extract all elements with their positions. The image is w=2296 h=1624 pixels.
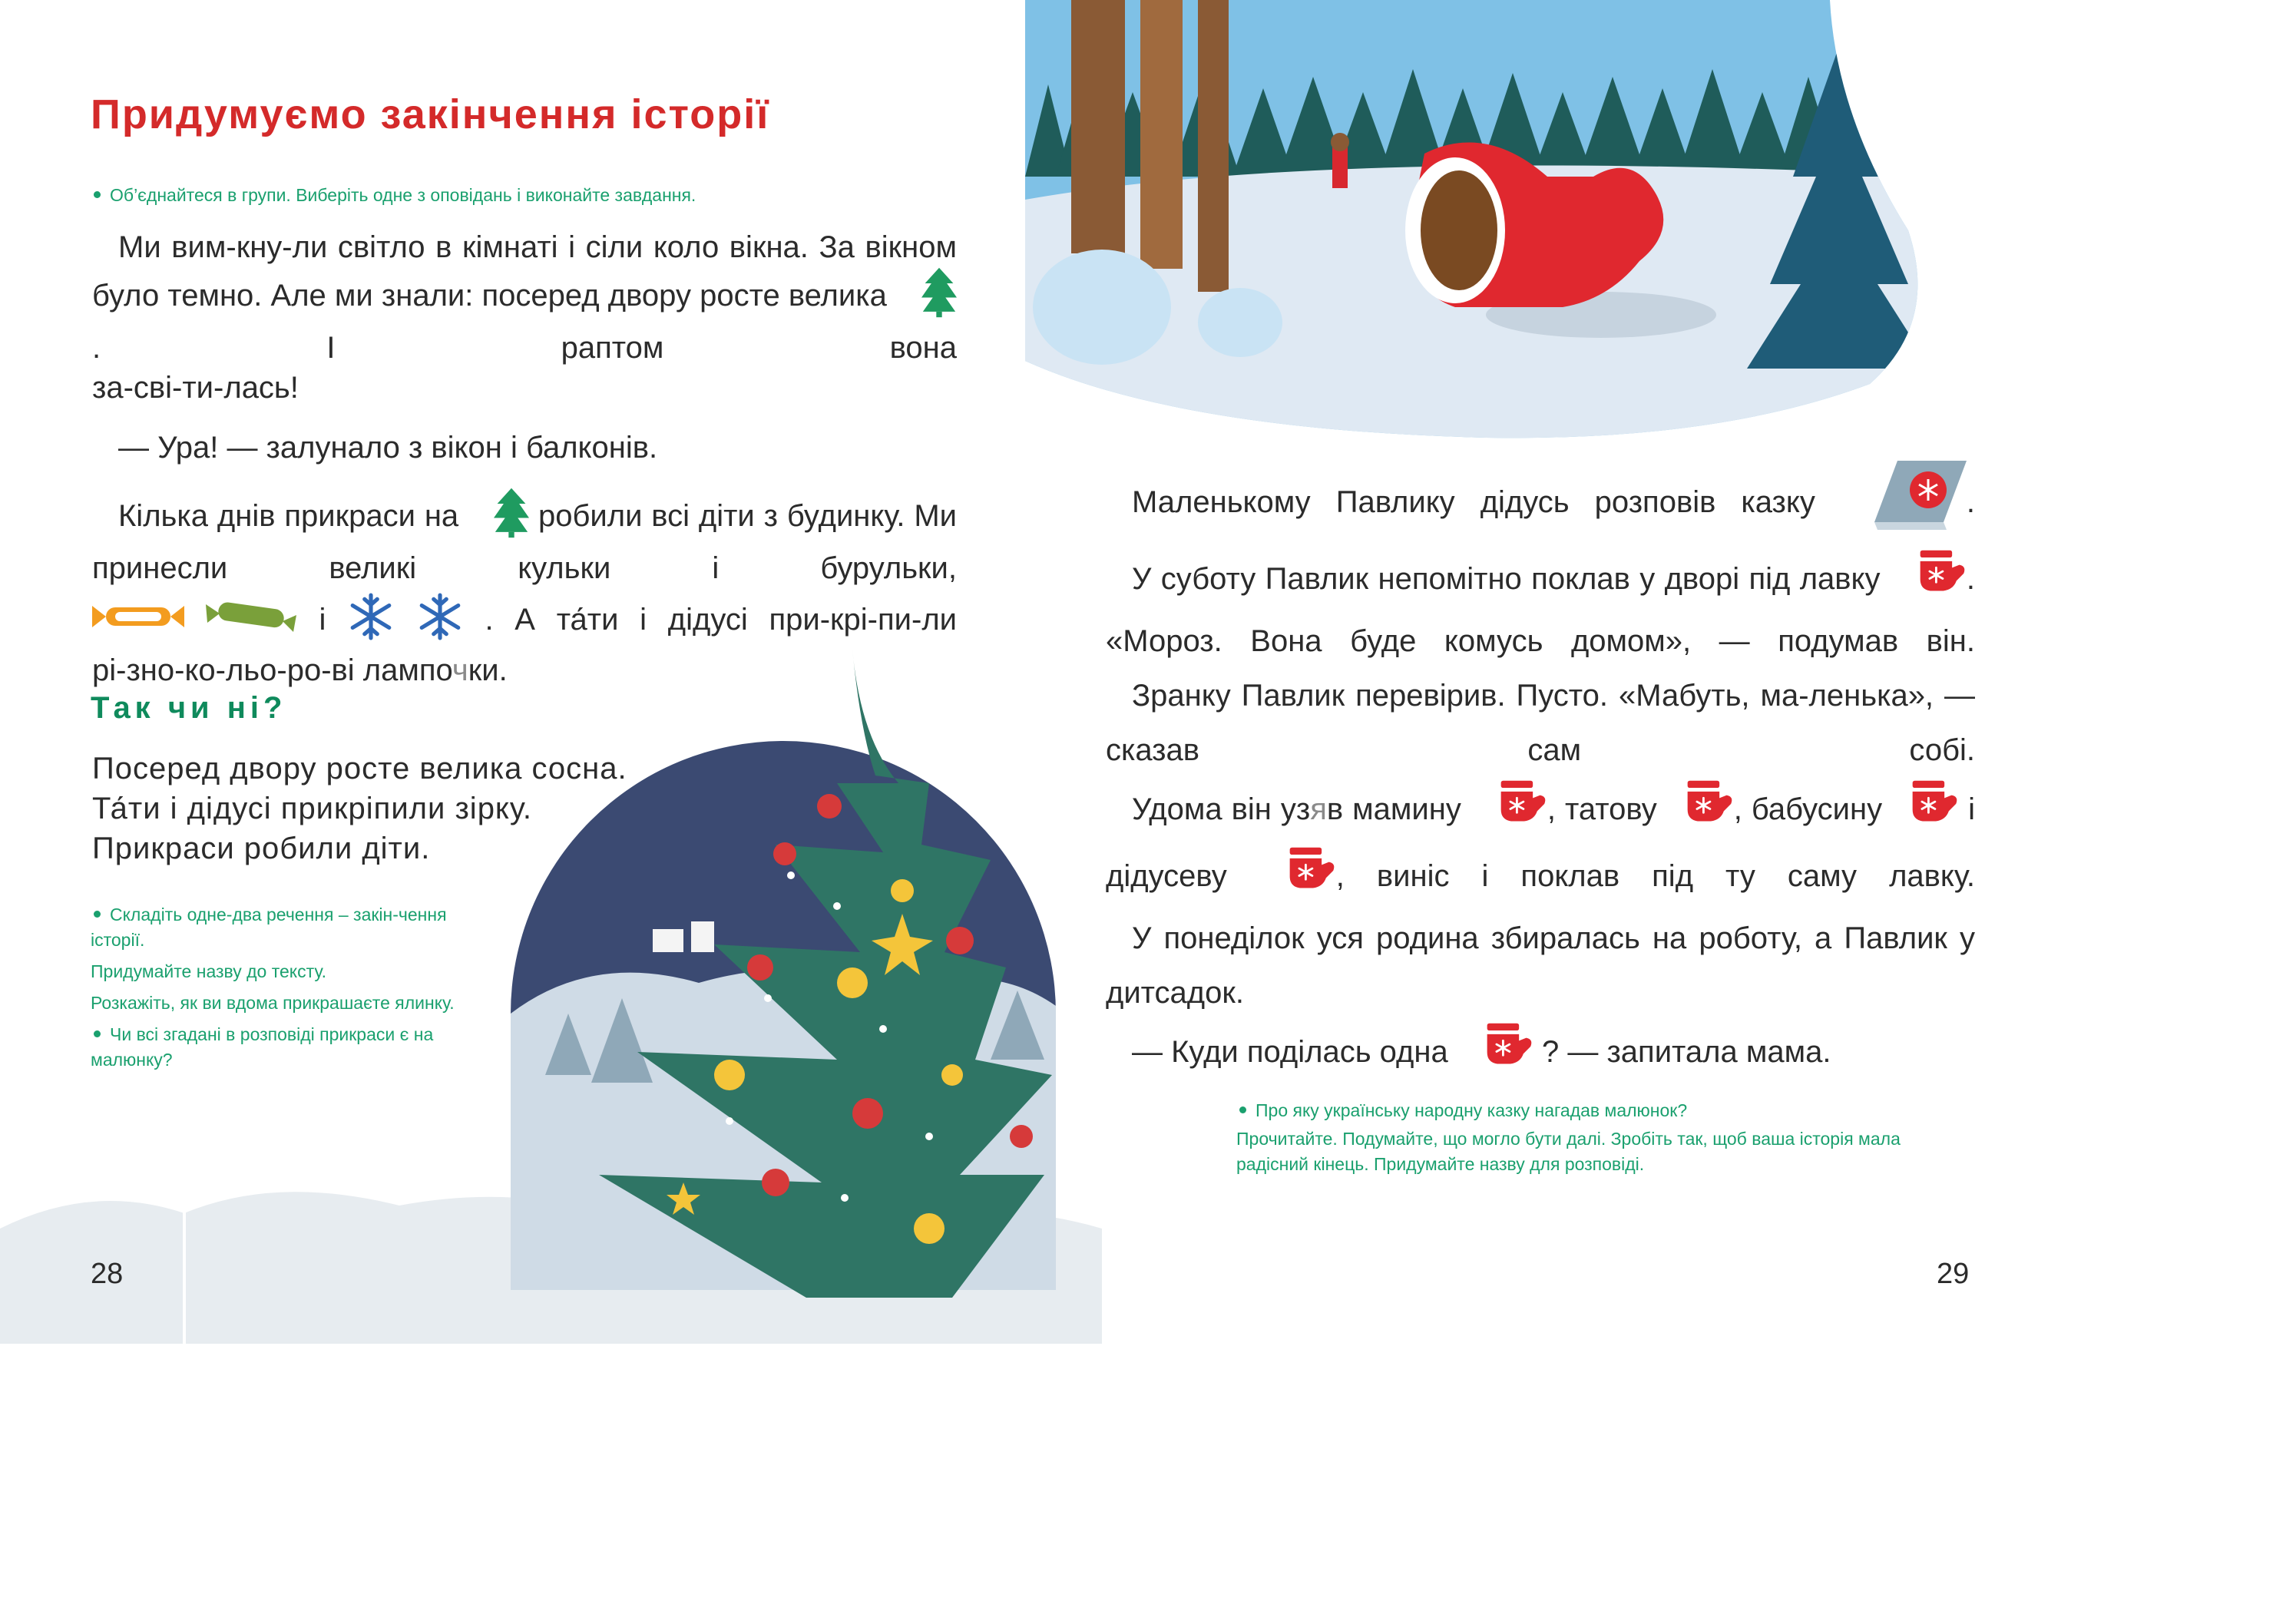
- story-paragraph: Зранку Павлик перевірив. Пусто. «Мабуть, ма-ленька», — сказав сам собі.: [1106, 679, 1975, 767]
- mitten-icon: [1657, 778, 1734, 845]
- story-paragraph: Ми вим-кну-ли світло в кімнаті і сіли коло вікна. За вікном було темно. Але ми знали: посеред двору росте велика . І раптом вона: [92, 230, 957, 365]
- instruction-text: Об’єднайтеся в групи. Виберіть одне з оповідань і виконайте завдання.: [110, 185, 696, 205]
- bullet-icon: [94, 911, 101, 918]
- christmas-tree-icon: [468, 488, 529, 548]
- story-paragraph: У понеділок уся родина збиралась на роботу, а Павлик у дитсадок.: [1106, 921, 1975, 1010]
- left-tasks: [91, 902, 467, 1073]
- task-item: Складіть одне-два речення – закін-чення історії.: [91, 905, 447, 950]
- page-number-left: 28: [91, 1258, 124, 1290]
- snowflake-icon: [347, 593, 395, 650]
- story-paragraph: Маленькому Павлику дідусь розповів казку .: [1106, 461, 1975, 547]
- story-paragraph: Кілька днів прикраси на робили всі діти з будинку. Ми принесли великі кульки і бурульки,: [92, 488, 957, 588]
- snowflake-icon: [416, 593, 464, 650]
- bullet-icon: [1239, 1106, 1246, 1113]
- story-text-right: [1106, 461, 1975, 1087]
- story-line: за-сві-ти-лась!: [92, 371, 299, 405]
- story-text-left: [92, 227, 957, 690]
- christmas-tree-icon: [895, 267, 957, 328]
- candy-icon: [92, 600, 184, 643]
- statement: Посеред двору росте велика сосна.: [92, 752, 627, 786]
- story-line: рі-зно-ко-льо-ро-ві лампочки.: [92, 653, 508, 687]
- bullet-icon: [94, 1030, 101, 1037]
- mitten-icon: [1457, 1020, 1533, 1087]
- candy-icon: [206, 600, 298, 643]
- task-item: Прочитайте. Подумайте, що могло бути далі. Зробіть так, щоб ваша історія мала радісний кінець. Придумайте назву для розповіді.: [1236, 1129, 1901, 1174]
- task-item: Про яку українську народну казку нагадав малюнок?: [1236, 1098, 1966, 1123]
- mitten-icon: [1890, 547, 1967, 614]
- winter-forest-illustration: [1025, 0, 1951, 442]
- mitten-icon: [1882, 778, 1959, 845]
- book-icon: [1841, 461, 1967, 547]
- bullet-icon: [94, 191, 101, 198]
- task-item: Розкажіть, як ви вдома прикрашаєте ялинку.: [91, 993, 455, 1013]
- section-subtitle: Так чи ні?: [91, 691, 287, 725]
- story-paragraph: — Ура! — залунало з вікон і балконів.: [118, 431, 658, 465]
- page-title: Придумуємо закінчення історії: [91, 91, 770, 137]
- story-line: і . А та́ти і дідусі при-крі-пи-ли: [92, 593, 957, 650]
- mitten-icon: [1471, 778, 1547, 845]
- page-number-right: 29: [1937, 1258, 1970, 1290]
- statement: Прикраси робили діти.: [92, 832, 431, 865]
- story-paragraph: — Куди поділась одна ? — запитала мама.: [1106, 1020, 1975, 1087]
- task-item: Чи всі згадані в розповіді прикраси є на малюнку?: [91, 1024, 434, 1070]
- task-item: Придумайте назву до тексту.: [91, 961, 326, 981]
- story-paragraph: У суботу Павлик непомітно поклав у дворі під лавку . «Мороз. Вона буде комусь домом», — подумав він.: [1106, 547, 1975, 669]
- mitten-icon: [1259, 845, 1336, 911]
- statement: Та́ти і дідусі прикріпили зірку.: [92, 792, 532, 825]
- right-tasks: [1236, 1098, 1966, 1177]
- christmas-tree-illustration: [499, 645, 1106, 1344]
- group-instruction: [91, 183, 974, 208]
- story-paragraph: Удома він узяв мамину , татову , бабусину і дідусеву , виніс і поклав під ту саму лавку.: [1106, 778, 1975, 911]
